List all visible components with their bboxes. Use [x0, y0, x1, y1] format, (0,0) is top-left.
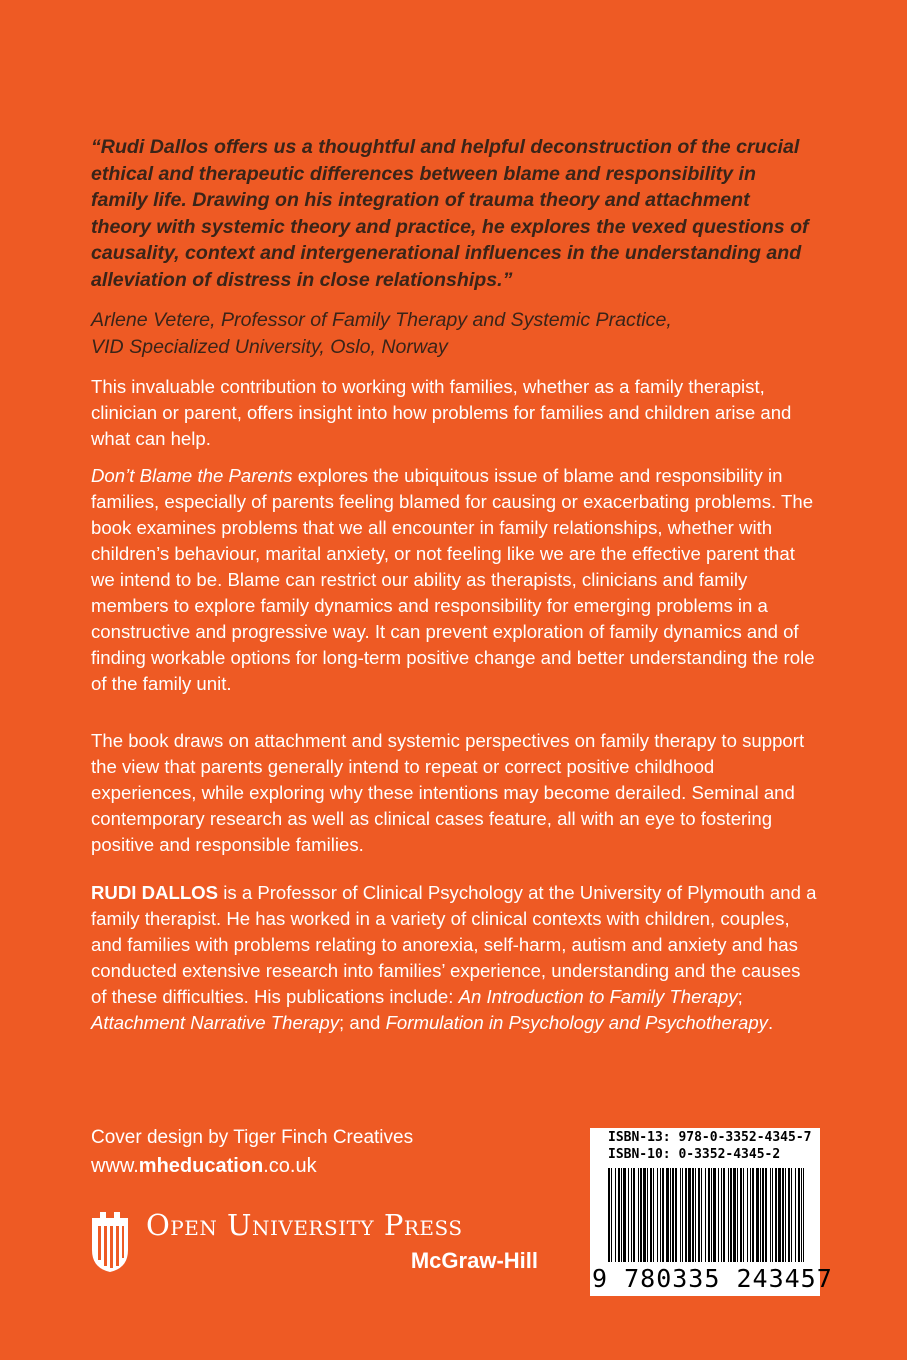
barcode-bar	[785, 1168, 786, 1262]
barcode-bar	[608, 1168, 610, 1262]
barcode-bar	[762, 1168, 764, 1262]
barcode-bar	[772, 1168, 773, 1262]
barcode-bar	[798, 1168, 800, 1262]
barcode-bar	[737, 1168, 738, 1262]
barcode-bar	[743, 1168, 744, 1262]
endorsement-attribution	[91, 307, 811, 360]
barcode-bar	[692, 1168, 694, 1262]
barcode-bar	[770, 1168, 771, 1262]
author-name: RUDI DALLOS	[91, 882, 219, 903]
barcode-bar	[765, 1168, 767, 1262]
barcode-bar	[752, 1168, 754, 1262]
barcode-number: 9 780335 243457	[592, 1264, 833, 1293]
barcode-bar	[633, 1168, 635, 1262]
publisher-parent: McGraw-Hill	[410, 1248, 538, 1273]
barcode-bar	[650, 1168, 652, 1262]
isbn-10: ISBN-10: 0-3352-4345-2	[608, 1147, 781, 1162]
cover-design-credit: Cover design by Tiger Finch Creatives	[91, 1127, 414, 1148]
barcode-bar	[795, 1168, 796, 1262]
barcode-bar	[705, 1168, 706, 1262]
publisher-name: Open University Press	[146, 1208, 463, 1242]
book-title: Don’t Blame the Parents	[91, 465, 293, 486]
barcode-bar	[643, 1168, 646, 1262]
barcode-bar	[750, 1168, 751, 1262]
barcode-bar	[791, 1168, 792, 1262]
barcode-bar	[611, 1168, 612, 1262]
barcode-bar	[698, 1168, 700, 1262]
barcode-bar	[701, 1168, 702, 1262]
blurb-paragraph-2-text: explores the ubiquitous issue of blame and responsibility in families, especially of parents feeling blamed for causing or exacerbating problems. The book examines problems that we all encounter in family relationships, whether with children’s behaviour, marital anxiety, or not feeling like we are the effective parent that we intend to be. Blame can restrict our ability as therapists, clinicians and family members to explore family dynamics and responsibility for emerging problems in a constructive and progressive way. It can prevent exploration of family dynamics and of finding workable options for long-term positive change and better understanding the role of the family unit.	[91, 465, 815, 694]
publisher-website[interactable]	[91, 1152, 317, 1180]
barcode-bar	[803, 1168, 804, 1262]
barcode-bar	[615, 1168, 616, 1262]
isbn-13: ISBN-13: 978-0-3352-4345-7	[608, 1130, 812, 1145]
barcode-bar	[778, 1168, 781, 1262]
barcode-bar	[685, 1168, 687, 1262]
barcode-bar	[682, 1168, 683, 1262]
barcode-bar	[721, 1168, 722, 1262]
barcode-bar	[666, 1168, 669, 1262]
author-bio-text: is a Professor of Clinical Psychology at the University of Plymouth and a family therapist. He has worked in a variety of clinical contexts with children, couples, and families with problems relating to anorexia, self-harm, autism and anxiety and has conducted extensive research into families’ experience, understanding and the causes of these difficulties. His publications include:	[91, 882, 817, 1007]
bio-end: .	[767, 1012, 774, 1033]
barcode-bar	[657, 1168, 658, 1262]
barcode-bar	[728, 1168, 729, 1262]
blurb-paragraph-1: This invaluable contribution to working with families, whether as a family therapist, clinician or parent, offers insight into how problems for families and children arise and what can help.	[91, 376, 792, 449]
barcode-bar	[621, 1168, 622, 1262]
barcode-bar	[708, 1168, 710, 1262]
barcode-bar	[713, 1168, 716, 1262]
barcode-bar	[675, 1168, 677, 1262]
barcode-bar	[782, 1168, 784, 1262]
barcode-bar	[623, 1168, 626, 1262]
separator-1: ;	[737, 986, 743, 1007]
barcode-bar	[711, 1168, 712, 1262]
barcode-bar	[662, 1168, 664, 1262]
barcode-bar	[660, 1168, 661, 1262]
author-bio	[91, 880, 821, 1036]
website-domain: mheducation	[138, 1155, 264, 1177]
barcode-bar	[670, 1168, 671, 1262]
barcode-bar	[640, 1168, 642, 1262]
attribution-line-2: VID Specialized University, Oslo, Norway	[91, 335, 448, 358]
barcode-bars	[608, 1168, 804, 1276]
barcode-bar	[801, 1168, 802, 1262]
barcode-bar	[688, 1168, 691, 1262]
barcode-bar	[718, 1168, 719, 1262]
blurb-paragraph-2	[91, 463, 821, 697]
barcode-bar	[672, 1168, 674, 1262]
barcode-bar	[647, 1168, 648, 1262]
publisher-logo	[90, 1208, 550, 1280]
publication-3: Formulation in Psychology and Psychotherapy	[385, 1012, 768, 1033]
publication-2: Attachment Narrative Therapy	[91, 1012, 340, 1033]
endorsement-quote: “Rudi Dallos offers us a thoughtful and helpful deconstruction of the crucial ethical and therapeutic differences between blame and responsibility in family life. Drawing on his integration of trauma theory and attachment theory with systemic theory and practice, he explores the vexed questions of causality, context and intergenerational influences in the understanding and alleviation of distress in close relationships.”	[91, 136, 809, 291]
blurb-paragraph-3: The book draws on attachment and systemic perspectives on family therapy to support the view that parents generally intend to repeat or correct positive childhood experiences, while exploring why these intentions may become derailed. Seminal and contemporary research as well as clinical cases feature, all with an eye to fostering positive and responsible families.	[91, 730, 805, 855]
barcode-bar	[756, 1168, 759, 1262]
barcode-bar	[653, 1168, 654, 1262]
barcode-bar	[638, 1168, 639, 1262]
barcode-bar	[680, 1168, 681, 1262]
publication-1: An Introduction to Family Therapy	[458, 986, 738, 1007]
barcode-bar	[788, 1168, 790, 1262]
barcode-bar	[618, 1168, 620, 1262]
barcode-bar	[733, 1168, 736, 1262]
website-prefix: www.	[91, 1155, 139, 1177]
barcode-bar	[695, 1168, 696, 1262]
barcode-bar	[631, 1168, 632, 1262]
barcode-bar	[723, 1168, 725, 1262]
website-suffix: .co.uk	[263, 1155, 317, 1177]
barcode-bar	[628, 1168, 629, 1262]
isbn-barcode	[590, 1128, 833, 1296]
barcode-bar	[730, 1168, 732, 1262]
attribution-line-1: Arlene Vetere, Professor of Family Therapy and Systemic Practice,	[91, 309, 672, 331]
barcode-bar	[747, 1168, 748, 1262]
separator-2: ; and	[339, 1012, 386, 1033]
open-university-shield-icon	[90, 1210, 130, 1274]
barcode-bar	[740, 1168, 742, 1262]
barcode-bar	[775, 1168, 777, 1262]
barcode-bar	[760, 1168, 761, 1262]
